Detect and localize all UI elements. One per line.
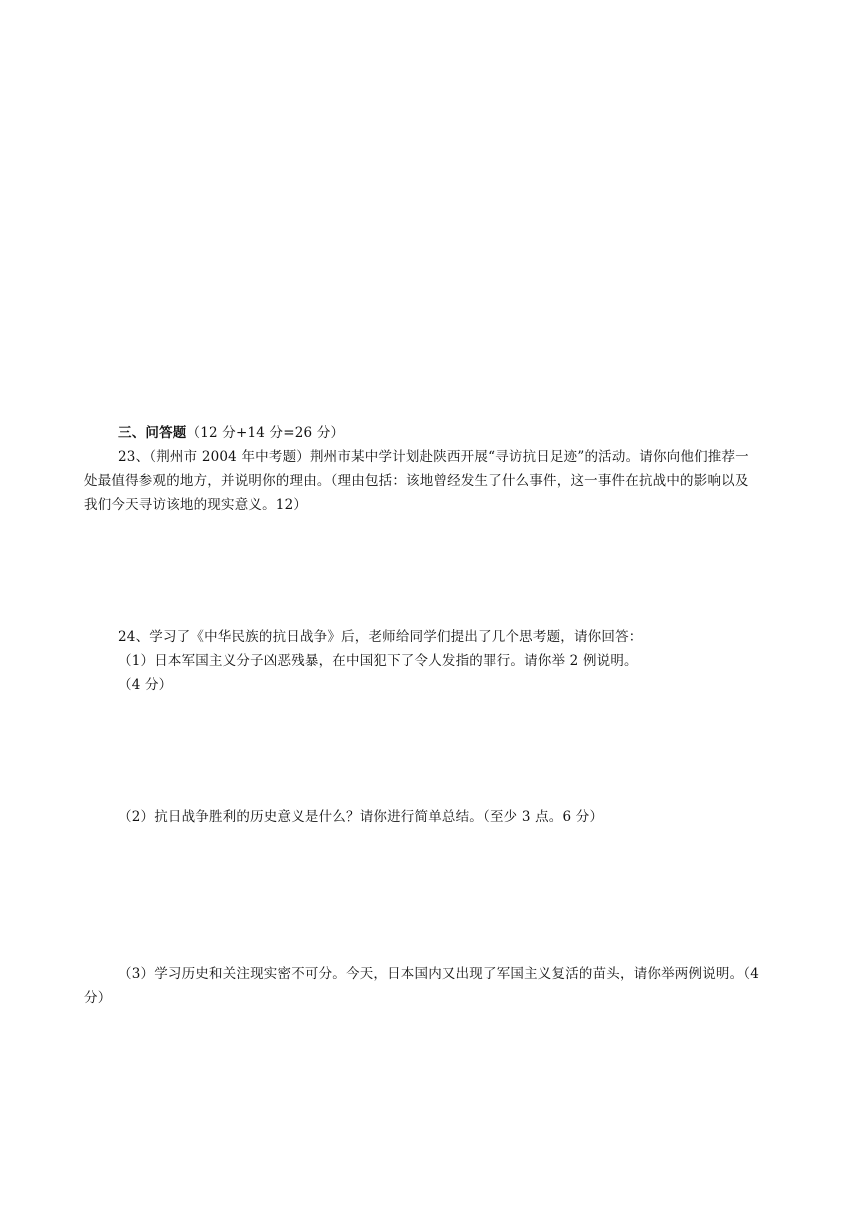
question-24-sub2: （2）抗日战争胜利的历史意义是什么？请你进行简单总结。（至少 3 点。6 分） xyxy=(118,809,604,825)
question-24-sub3-line-1: （3）学习历史和关注现实密不可分。今天，日本国内又出现了军国主义复活的苗头，请你举两例说明。（4 xyxy=(118,966,760,982)
question-24-sub1-line-2: （4 分） xyxy=(118,677,173,693)
question-24-sub1-line-1: （1）日本军国主义分子凶恶残暴，在中国犯下了令人发指的罪行。请你举 2 例说明。 xyxy=(118,653,638,669)
question-23-line-2: 处最值得参观的地方，并说明你的理由。（理由包括：该地曾经发生了什么事件，这一事件在抗战中的影响以及 xyxy=(84,473,749,489)
question-23-line-1: 23、（荆州市 2004 年中考题）荆州市某中学计划赴陕西开展“寻访抗日足迹”的活动。请你向他们推荐一 xyxy=(118,449,749,465)
section-score: （12 分+14 分=26 分） xyxy=(186,425,345,441)
section-title: 三、问答题 xyxy=(118,425,187,441)
question-24-intro: 24、学习了《中华民族的抗日战争》后，老师给同学们提出了几个思考题，请你回答： xyxy=(118,629,643,645)
section-heading xyxy=(118,421,860,445)
question-23-line-3: 我们今天寻访该地的现实意义。12） xyxy=(84,497,308,513)
question-24-sub3-line-2: 分） xyxy=(84,990,112,1006)
